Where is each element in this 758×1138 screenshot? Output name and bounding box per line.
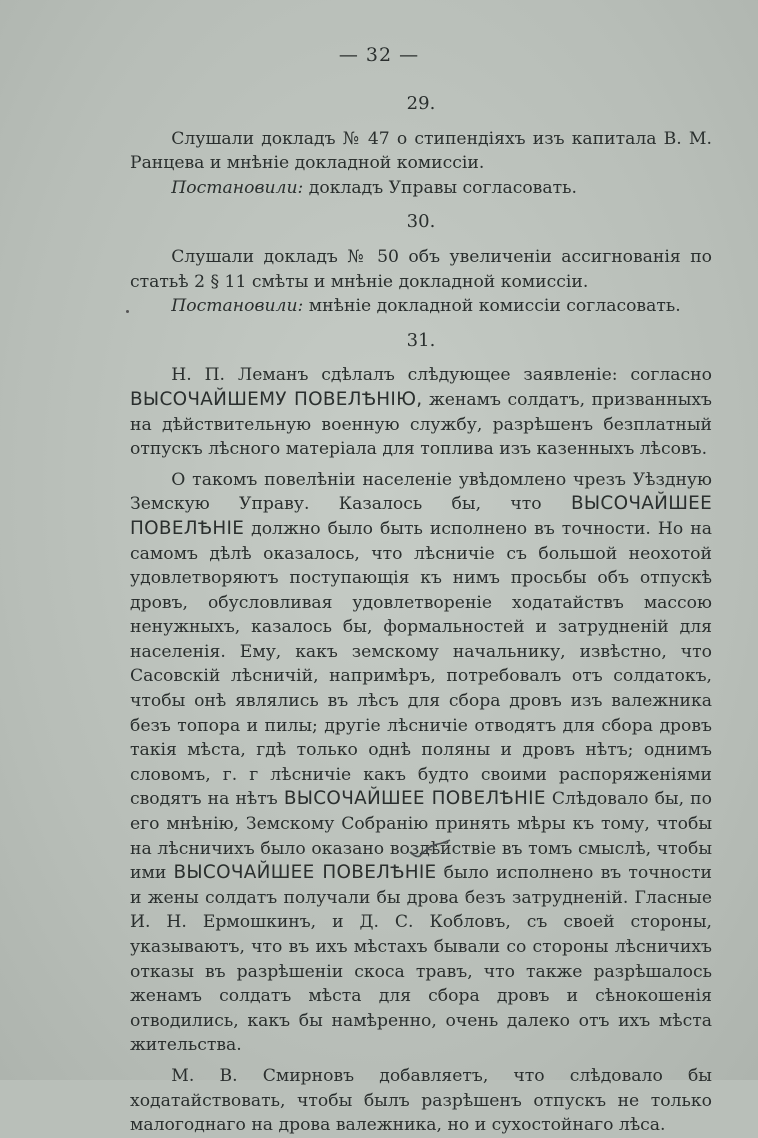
- resolution-label: Постановили:: [171, 177, 304, 198]
- text-run: Слѣдовало бы, по его мнѣнiю, Земскому Собранiю принять мѣры къ тому, чтобы на лѣсничихъ было оказано воздѣйствiе въ томъ смыслѣ, чтобы ими: [130, 789, 712, 884]
- section-31-paragraph-1: [130, 363, 712, 461]
- text-run: женамъ солдатъ, призванныхъ на дѣйствительную военную службу, разрѣшенъ безплатный отпускъ лѣсного матерiала для топлива изъ казенныхъ лѣсовъ.: [130, 389, 712, 460]
- resolution-label: Постановили:: [171, 296, 304, 317]
- section-31-paragraph-2: [130, 468, 712, 1058]
- page-number: — 32 —: [338, 44, 420, 66]
- resolution-text: мнѣнiе докладной комиссiи согласовать.: [308, 296, 681, 317]
- section-29-resolution: [130, 176, 712, 201]
- section-number-31: 31.: [406, 329, 436, 351]
- pencil-checkmark-icon: [408, 838, 452, 862]
- section-number-29: 29.: [406, 93, 436, 114]
- text-run: О такомъ повелѣнiи населенiе увѣдомлено чрезъ Уѣздную Земскую Управу. Казалось бы, что: [130, 469, 712, 515]
- caps-phrase: ВЫСОЧАЙШЕЕ ПОВЕЛѢНIЕ: [173, 862, 437, 884]
- caps-phrase: ВЫСОЧАЙШЕЕ ПОВЕЛѢНIЕ: [283, 788, 546, 810]
- resolution-text: докладъ Управы согласовать.: [308, 177, 577, 198]
- section-30-paragraph: Слушали докладъ № 50 объ увеличенiи ассигнованiя по статьѣ 2 § 11 смѣты и мнѣнiе докладной комиссiи.: [130, 246, 712, 292]
- section-number-30: 30.: [406, 211, 436, 233]
- text-run: было исполнено въ точности и жены солдатъ получали бы дрова безъ затрудненiй. Гласные И. Н. Ермошкинъ, и Д. С. Кобловъ, съ своей стороны, указываютъ, что въ ихъ мѣстахъ бывали со стороны лѣсничихъ отказы въ разрѣшенiи скоса травъ, что также разрѣшалось женамъ солдатъ мѣста для сбора дровъ и сѣнокошенiя отводились, какъ бы намѣренно, очень далеко отъ ихъ мѣста жительства.: [130, 863, 712, 1056]
- caps-phrase: ВЫСОЧАЙШЕМУ ПОВЕЛѢНIЮ,: [130, 388, 423, 410]
- caps-phrase: ВЫСОЧАЙШЕЕ ПОВЕЛѢНIЕ: [130, 493, 712, 539]
- section-31-paragraph-3: М. В. Смирновъ добавляетъ, что слѣдовало бы ходатайствовать, чтобы былъ разрѣшенъ отпускъ не только малогоднаго на дрова валежника, но и сухостойнаго лѣса.: [130, 1065, 712, 1136]
- text-run: Н. П. Леманъ сдѣлалъ слѣдующее заявленiе: согласно: [171, 365, 712, 386]
- section-29-paragraph: Слушали докладъ № 47 о стипендiяхъ изъ капитала В. М. Ранцева и мнѣнiе докладной комиссiи.: [130, 128, 712, 174]
- text-run: должно было быть исполнено въ точности. Но на самомъ дѣлѣ оказалось, что лѣсничiе съ большой неохотой удовлетворяютъ поступающiя къ нимъ просьбы объ отпускѣ дровъ, обусловливая удовлетворенiе ходатайствъ массою ненужныхъ, казалось бы, формальностей и затрудненiй для населенiя. Ему, какъ земскому начальнику, извѣстно, что Сасовскiй лѣсничiй, напримѣръ, потребовалъ отъ солдатокъ, чтобы онѣ являлись въ лѣсъ для сбора дровъ изъ валежника безъ топора и пилы; другiе лѣсничiе отводятъ для сбора дровъ такiя мѣста, гдѣ только однѣ поляны и дровъ нѣтъ; однимъ словомъ, г. г лѣсничiе какъ будто своими распоряженiями сводятъ на нѣтъ: [130, 518, 712, 810]
- ink-dot-mark: [126, 310, 129, 313]
- section-30-resolution: [130, 294, 712, 319]
- page-body: [130, 92, 712, 1138]
